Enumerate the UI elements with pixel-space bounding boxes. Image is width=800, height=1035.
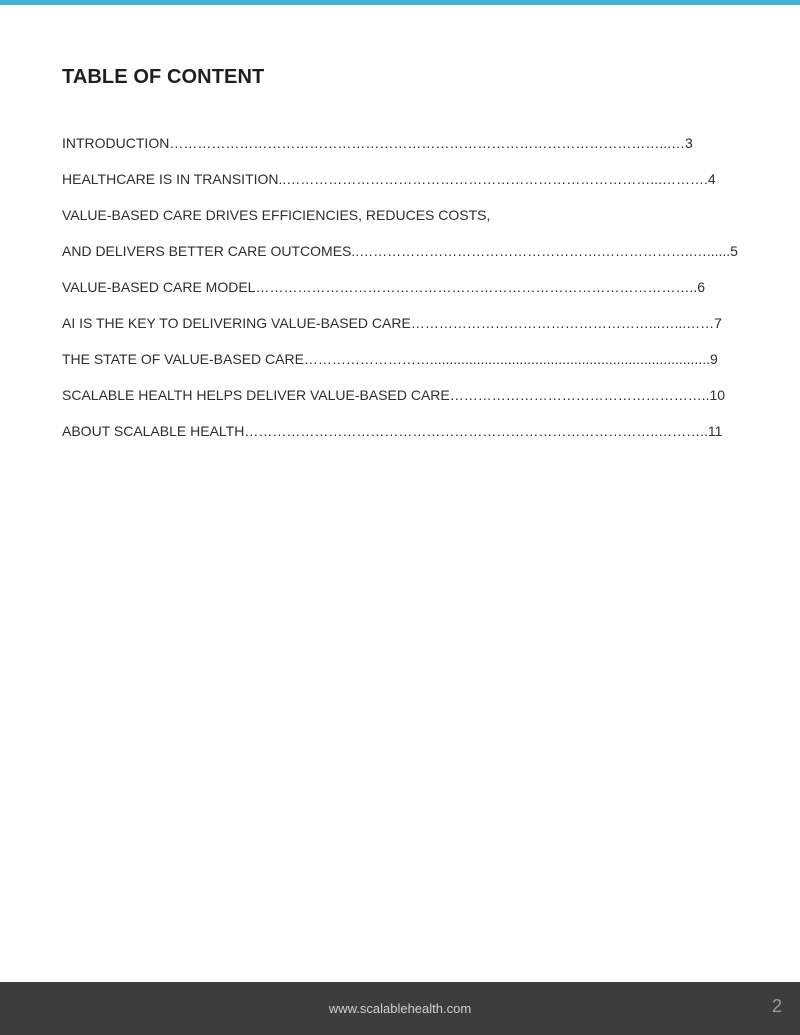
toc-entry-introduction: INTRODUCTION……………………………………………………………………………………………...…3 [62,135,693,151]
page-title: TABLE OF CONTENT [62,66,265,88]
toc-entry-state-of-value-based-care: THE STATE OF VALUE-BASED CARE………………………........................................................................9 [62,351,718,367]
toc-entry-value-based-care-line2: AND DELIVERS BETTER CARE OUTCOMES..…………………………………………….………………..…......5 [62,243,738,259]
toc-entry-ai-key: AI IS THE KEY TO DELIVERING VALUE-BASED CARE……………………………………………...…...……7 [62,315,722,331]
page-footer [0,982,800,1035]
toc-entry-scalable-health-helps: SCALABLE HEALTH HELPS DELIVER VALUE-BASED CARE………………………………………………..10 [62,387,726,403]
toc-entry-about-scalable-health: ABOUT SCALABLE HEALTH……………………………………………………………………………..………..11 [62,423,723,439]
toc-entry-healthcare-transition: HEALTHCARE IS IN TRANSITION..……………………………………………………………………...……….4 [62,171,716,187]
toc-entry-value-based-care-line1: VALUE-BASED CARE DRIVES EFFICIENCIES, REDUCES COSTS, [62,207,491,223]
footer-website-url: www.scalablehealth.com [328,1001,472,1016]
table-of-contents [62,132,746,456]
page-number: 2 [771,996,782,1016]
toc-entry-value-based-care-model: VALUE-BASED CARE MODEL…………………………………………………………………………………..6 [62,279,706,295]
top-accent-bar [0,0,800,5]
